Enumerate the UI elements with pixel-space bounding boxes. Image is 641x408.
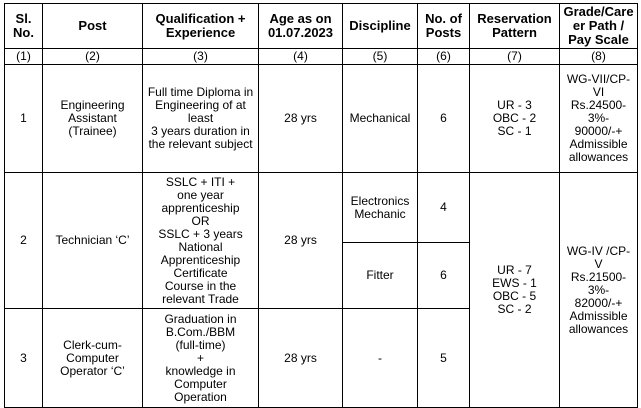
post-name: Technician ‘C’ [43, 173, 143, 309]
discipline: Fitter [343, 243, 418, 309]
column-number: (8) [560, 49, 638, 65]
recruitment-table [4, 3, 638, 408]
header-pay-scale: Grade/Care er Path / Pay Scale [560, 4, 638, 49]
column-number: (7) [470, 49, 560, 65]
sl-no: 1 [5, 65, 43, 173]
no-of-posts: 6 [418, 65, 470, 173]
column-number: (3) [143, 49, 259, 65]
table-header-row [5, 4, 638, 49]
age-limit: 28 yrs [259, 309, 343, 408]
discipline: - [343, 309, 418, 408]
discipline: Electronics Mechanic [343, 173, 418, 243]
header-qualification: Qualification + Experience [143, 4, 259, 49]
column-number-row [5, 49, 638, 65]
qualification: Full time Diploma in Engineering of at least 3 years duration in the relevant subject [143, 65, 259, 173]
header-age: Age as on 01.07.2023 [259, 4, 343, 49]
post-name: Engineering Assistant (Trainee) [43, 65, 143, 173]
reservation-pattern: UR - 3 OBC - 2 SC - 1 [470, 65, 560, 173]
pay-scale: WG-VII/CP-VI Rs.24500-3%- 90000/-+ Admissible allowances [560, 65, 638, 173]
header-no-of-posts: No. of Posts [418, 4, 470, 49]
reservation-pattern: UR - 7 EWS - 1 OBC - 5 SC - 2 [470, 173, 560, 408]
sl-no: 3 [5, 309, 43, 408]
column-number: (5) [343, 49, 418, 65]
header-post: Post [43, 4, 143, 49]
sl-no: 2 [5, 173, 43, 309]
age-limit: 28 yrs [259, 65, 343, 173]
age-limit: 28 yrs [259, 173, 343, 309]
qualification: Graduation in B.Com./BBM (full-time) + knowledge in Computer Operation [143, 309, 259, 408]
column-number: (2) [43, 49, 143, 65]
discipline: Mechanical [343, 65, 418, 173]
column-number: (4) [259, 49, 343, 65]
header-sl-no: Sl. No. [5, 4, 43, 49]
table-row [5, 65, 638, 173]
no-of-posts: 6 [418, 243, 470, 309]
column-number: (6) [418, 49, 470, 65]
pay-scale: WG-IV /CP-V Rs.21500-3%- 82000/-+ Admissible allowances [560, 173, 638, 408]
no-of-posts: 5 [418, 309, 470, 408]
header-reservation: Reservation Pattern [470, 4, 560, 49]
no-of-posts: 4 [418, 173, 470, 243]
column-number: (1) [5, 49, 43, 65]
header-discipline: Discipline [343, 4, 418, 49]
table-row [5, 173, 638, 243]
qualification: SSLC + ITI + one year apprenticeship OR SSLC + 3 years National Apprenticeship Certificate Course in the relevant Trade [143, 173, 259, 309]
post-name: Clerk-cum- Computer Operator ‘C’ [43, 309, 143, 408]
